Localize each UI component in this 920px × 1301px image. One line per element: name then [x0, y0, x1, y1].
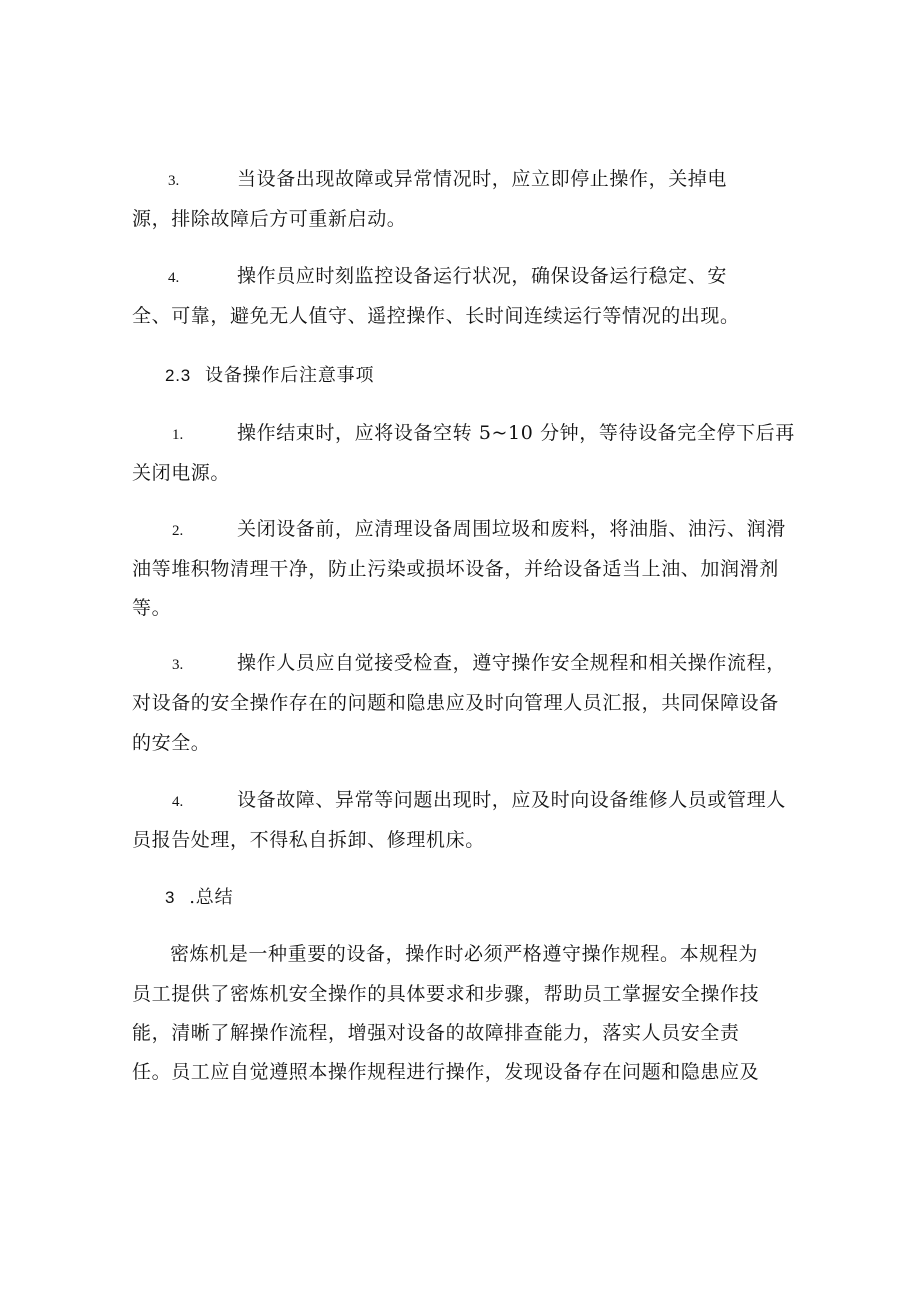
- list-item-number: 1.: [172, 427, 184, 443]
- list-item-text: 全、可靠，避免无人值守、遥控操作、长时间连续运行等情况的出现。: [132, 305, 740, 327]
- section-title: 设备操作后注意事项: [205, 365, 375, 386]
- list-item-number: 3.: [172, 657, 184, 673]
- paragraph-line: 能，清晰了解操作流程，增强对设备的故障排查能力，落实人员安全责: [132, 1022, 740, 1044]
- paragraph-line: 密炼机是一种重要的设备，操作时必须严格遵守操作规程。本规程为: [170, 943, 759, 965]
- list-item-text: 油等堆积物清理干净，防止污染或损坏设备，并给设备适当上油、加润滑剂: [132, 558, 779, 580]
- section-title: .总结: [189, 887, 234, 908]
- section-heading: [165, 886, 233, 910]
- list-item-number: 4.: [168, 270, 180, 286]
- list-item-text: 关闭设备前，应清理设备周围垃圾和废料，将油脂、油污、润滑: [237, 518, 786, 540]
- section-heading: [165, 364, 374, 388]
- list-item-number: 4.: [172, 794, 184, 810]
- list-item-text: 设备故障、异常等问题出现时，应及时向设备维修人员或管理人: [237, 789, 786, 811]
- list-item-text: 等。: [132, 597, 172, 619]
- list-item-number: 3.: [168, 173, 180, 189]
- list-item-text: 操作人员应自觉接受检查，遵守操作安全规程和相关操作流程，: [237, 652, 786, 674]
- paragraph-line: 任。员工应自觉遵照本操作规程进行操作，发现设备存在问题和隐患应及: [132, 1061, 760, 1083]
- list-item-text: 操作员应时刻监控设备运行状况，确保设备运行稳定、安: [237, 265, 728, 287]
- list-item-text: 源，排除故障后方可重新启动。: [132, 208, 407, 230]
- list-item-number: 2.: [172, 523, 184, 539]
- list-item-text: 操作结束时，应将设备空转 5~10 分钟，等待设备完全停下后再: [237, 422, 795, 444]
- list-item-text: 关闭电源。: [132, 462, 231, 484]
- list-item-text: 对设备的安全操作存在的问题和隐患应及时向管理人员汇报，共同保障设备: [132, 692, 779, 714]
- section-number: 3: [165, 888, 176, 907]
- list-item-text: 当设备出现故障或异常情况时，应立即停止操作，关掉电: [237, 168, 728, 190]
- list-item-text: 员报告处理，不得私自拆卸、修理机床。: [132, 829, 485, 851]
- paragraph-line: 员工提供了密炼机安全操作的具体要求和步骤，帮助员工掌握安全操作技: [132, 983, 760, 1005]
- list-item-text: 的安全。: [132, 732, 211, 754]
- section-number: 2.3: [165, 366, 192, 385]
